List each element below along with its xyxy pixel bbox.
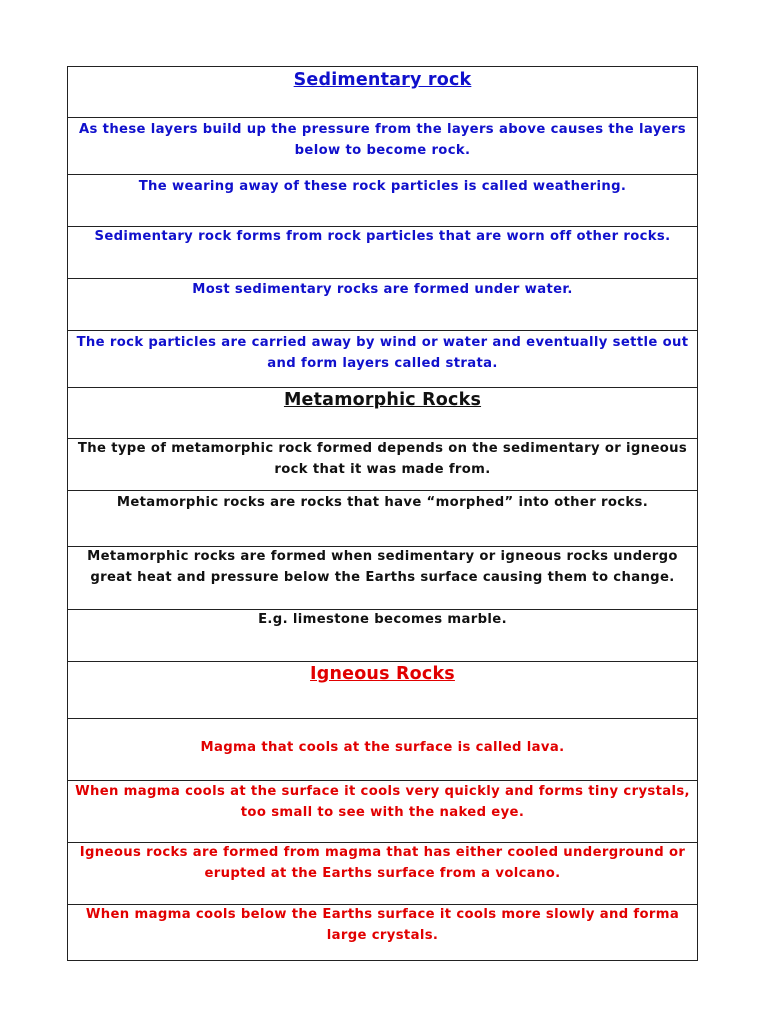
igneous-heading: Igneous Rocks [68,662,697,719]
sedimentary-card-4: Most sedimentary rocks are formed under water. [68,279,697,331]
sedimentary-card-3: Sedimentary rock forms from rock particles that are worn off other rocks. [68,227,697,279]
igneous-card-4: When magma cools below the Earths surface it cools more slowly and forma large crystals. [85,907,680,943]
rock-types-card-sheet [67,66,698,961]
sedimentary-card-1: As these layers build up the pressure from the layers above causes the layers below to become rock. [68,118,697,175]
sedimentary-card-2: The wearing away of these rock particles is called weathering. [68,175,697,227]
igneous-card-2: When magma cools at the surface it cools very quickly and forms tiny crystals, too small to see with the naked eye. [68,781,697,843]
metamorphic-card-2: Metamorphic rocks are rocks that have “morphed” into other rocks. [68,491,697,547]
igneous-card-3: Igneous rocks are formed from magma that has either cooled underground or erupted at the Earths surface from a volcano. [68,843,697,905]
sedimentary-card-5: The rock particles are carried away by wind or water and eventually settle out and form layers called strata. [68,331,697,388]
metamorphic-card-1: The type of metamorphic rock formed depends on the sedimentary or igneous rock that it was made from. [68,439,697,491]
metamorphic-card-4: E.g. limestone becomes marble. [68,610,697,662]
metamorphic-heading: Metamorphic Rocks [68,388,697,439]
metamorphic-card-3: Metamorphic rocks are formed when sedimentary or igneous rocks undergo great heat and pressure below the Earths surface causing them to change. [68,547,697,610]
igneous-card-1: Magma that cools at the surface is called lava. [68,719,697,781]
sedimentary-heading: Sedimentary rock [68,67,697,118]
